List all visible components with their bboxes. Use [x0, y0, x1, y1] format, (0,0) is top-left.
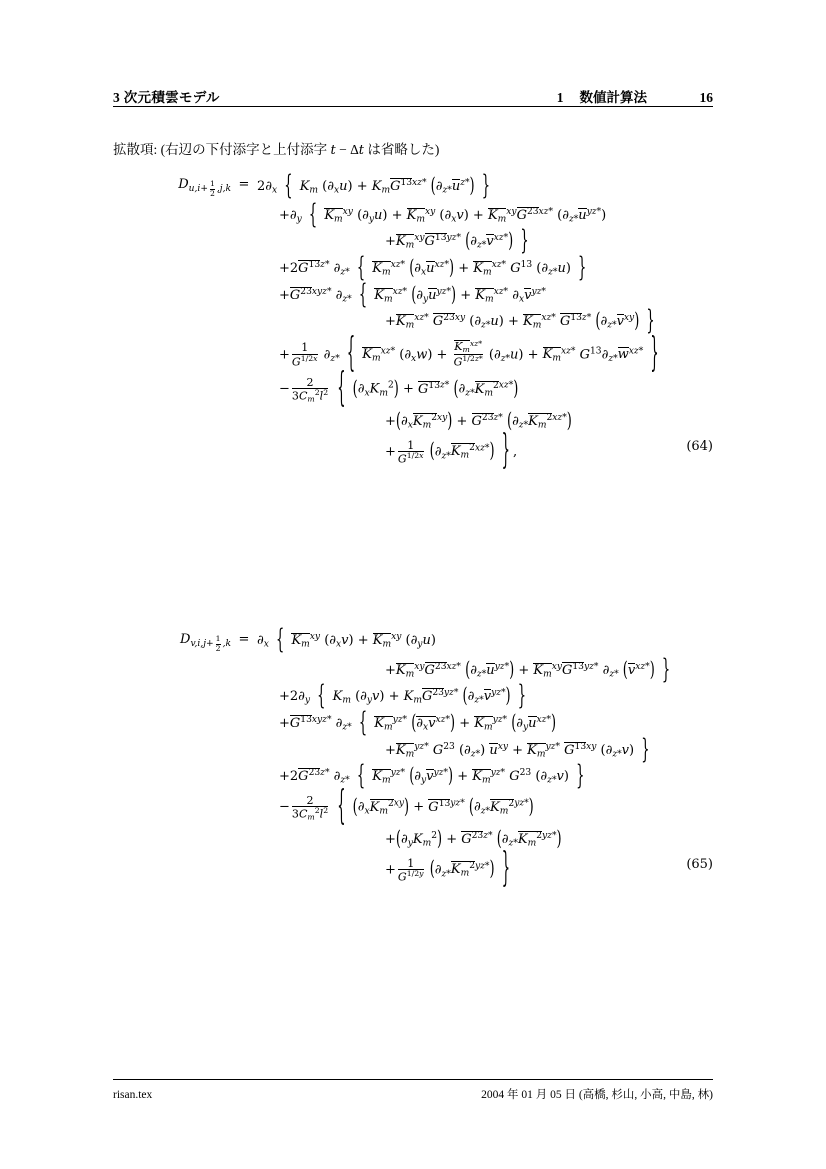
equation-rhs-line: + $\frac{1}{G^{1/2x}}$ $\partial_{z*}$ { $K_m^{xz*}$ $(\partial_xw)$ + $\frac{K_m^{xz*}}{G^{1/2z*}}$ $(\partial_{z*}u) + K_m^{xz*}$ $G^{13}\partial_{z*}w^{xz*}$ }: [279, 331, 659, 378]
equation-rhs-line: $\partial_x$ { $K_m^{xy}$ $(\partial_xv) + K_m^{xy}$ $(\partial_yu)$: [257, 624, 436, 657]
equation-relation-64: =: [238, 177, 250, 192]
intro-text-after: は省略した): [364, 142, 440, 157]
equation-line-tagged: [113, 846, 713, 894]
equation-rhs-line: $+2G^{13z*}$ $\partial_{z*}$ { $K_m^{xz*}$ $(\partial_xu^{xz*}) + K_m^{xz*}$ $G^{13}$ $(\partial_{z*}u)$ }: [279, 252, 587, 285]
header-divider: [113, 106, 713, 107]
equation-line: [113, 734, 713, 766]
equation-line: [113, 681, 713, 713]
equation-line: [113, 199, 713, 231]
footer-date-authors: 2004 年 01 月 05 日 (高橋, 杉山, 小高, 中島, 林): [481, 1089, 713, 1101]
footer-filename: risan.tex: [113, 1089, 153, 1101]
equation-line: [113, 331, 713, 378]
intro-italic-t: t: [330, 143, 336, 158]
equation-line: [113, 654, 713, 686]
equation-rhs-line: $+G^{23xyz*}$ $\partial_{z*}$ { $K_m^{xz*}$ $(\partial_yu^{yz*}) + K_m^{xz*}$ $\partial_xv^{yz*}$: [279, 279, 546, 311]
footer-divider: [113, 1079, 713, 1080]
header-page-number: 16: [699, 90, 713, 105]
header-section-title: 数値計算法: [579, 90, 647, 105]
equation-rhs-line: $+K_m^{xy}G^{23xz*}$ $(\partial_{z*}u^{yz*}) + K_m^{xy}G^{13yz*}$ $\partial_{z*}$ $(v^{xz*})$ }: [385, 654, 671, 686]
equation-rhs-line: $+2\partial_y$ { $K_m$ $(\partial_yv) + K_mG^{23yz*}$ $(\partial_{z*}v^{yz*})$ }: [279, 681, 527, 713]
equation-line: [113, 760, 713, 793]
page-header: [113, 86, 713, 106]
equation-line: [113, 783, 713, 831]
equation-block-65: [113, 624, 713, 894]
equation-line: [113, 226, 713, 258]
equation-line: [113, 827, 713, 852]
equation-rhs-line: $+(\partial_yK_m^2) + G^{23z*}$ $(\partial_{z*}K_m^{2yz*})$: [385, 827, 562, 852]
equation-rhs-line: $+K_m^{xy}G^{13yz*}$ $(\partial_{z*}v^{xz*})$ }: [385, 226, 529, 258]
equation-tag-64: (64): [686, 438, 713, 454]
equation-rhs-line: $2\partial_x$ { $K_m$ $(\partial_xu) + K_mG^{13xz*}$ $(\partial_{z*}u^{z*})$ }: [257, 170, 491, 203]
equation-line: [113, 624, 713, 657]
equation-block-64: [113, 170, 713, 476]
equation-rhs-line: $+2G^{23z*}$ $\partial_{z*}$ { $K_m^{yz*}$ $(\partial_yv^{yz*}) + K_m^{yz*}$ $G^{23}$ $(\partial_{z*}v)$ }: [279, 760, 585, 793]
intro-text-mid: − Δ: [335, 142, 359, 157]
equation-rhs-line: + $\frac{1}{G^{1/2x}}$ $(\partial_{z*}K_m^{2xz*})$ } ,: [385, 428, 518, 476]
intro-text-before: 拡散項: (右辺の下付添字と上付添字: [113, 142, 331, 157]
equation-tag-65: (65): [686, 856, 713, 872]
equation-lhs-64: $D_{u,i+ \frac{1}{2} ,j,k}$: [178, 177, 231, 198]
equation-rhs-line: $+K_m^{xz*}$ $G^{23xy}$ $(\partial_{z*}u) + K_m^{xz*}$ $G^{13z*}$ $(\partial_{z*}v^{xy})$ }: [385, 305, 655, 338]
intro-paragraph: [113, 138, 439, 158]
header-section-number: 1: [556, 90, 564, 105]
intro-italic-t2: t: [358, 143, 365, 158]
equation-rhs-line: − $\frac{2}{3C_m^2l^2}$ { $(\partial_xK_m^2) + G^{13z*}$ $(\partial_{z*}K_m^{2xz*})$: [279, 365, 519, 413]
header-document-title: 3 次元積雲モデル: [113, 90, 220, 105]
equation-line-tagged: [113, 428, 713, 476]
page-footer: [113, 1086, 713, 1102]
equation-relation-65: =: [238, 632, 250, 647]
equation-line: [113, 252, 713, 285]
equation-rhs-line: $+G^{13xyz*}$ $\partial_{z*}$ { $K_m^{yz*}$ $(\partial_xv^{xz*}) + K_m^{yz*}$ $(\partial_yu^{xz*})$: [279, 707, 557, 740]
equation-line: [113, 279, 713, 311]
equation-line: [113, 305, 713, 338]
equation-rhs-line: $+K_m^{yz*}$ $G^{23}$ $(\partial_{z*}) u^{xy} + K_m^{yz*}$ $G^{13xy}$ $(\partial_{z*}v)$ }: [385, 734, 650, 766]
equation-rhs-line: + $\frac{1}{G^{1/2y}}$ $(\partial_{z*}K_m^{2yz*})$ }: [385, 846, 510, 894]
equation-line: [113, 409, 713, 434]
equation-line: [113, 170, 713, 203]
equation-lhs-65: $D_{v,i,j+ \frac{1}{2} ,k}$: [180, 632, 231, 653]
header-section: [557, 86, 689, 106]
equation-rhs-line: $+(\partial_xK_m^{2xy}) + G^{23z*}$ $(\partial_{z*}K_m^{2xz*})$: [385, 409, 572, 434]
equation-line: [113, 707, 713, 740]
equation-rhs-line: $+\partial_y$ { $K_m^{xy}$ $(\partial_yu) + K_m^{xy}$ $(\partial_xv) + K_m^{xy}G^{23xz*}$ $(\partial_{z*}u^{yz*})$: [279, 199, 607, 231]
equation-line: [113, 365, 713, 413]
equation-rhs-line: − $\frac{2}{3C_m^2l^2}$ { $(\partial_xK_m^{2xy}) + G^{13yz*}$ $(\partial_{z*}K_m^{2yz*})$: [279, 783, 534, 831]
